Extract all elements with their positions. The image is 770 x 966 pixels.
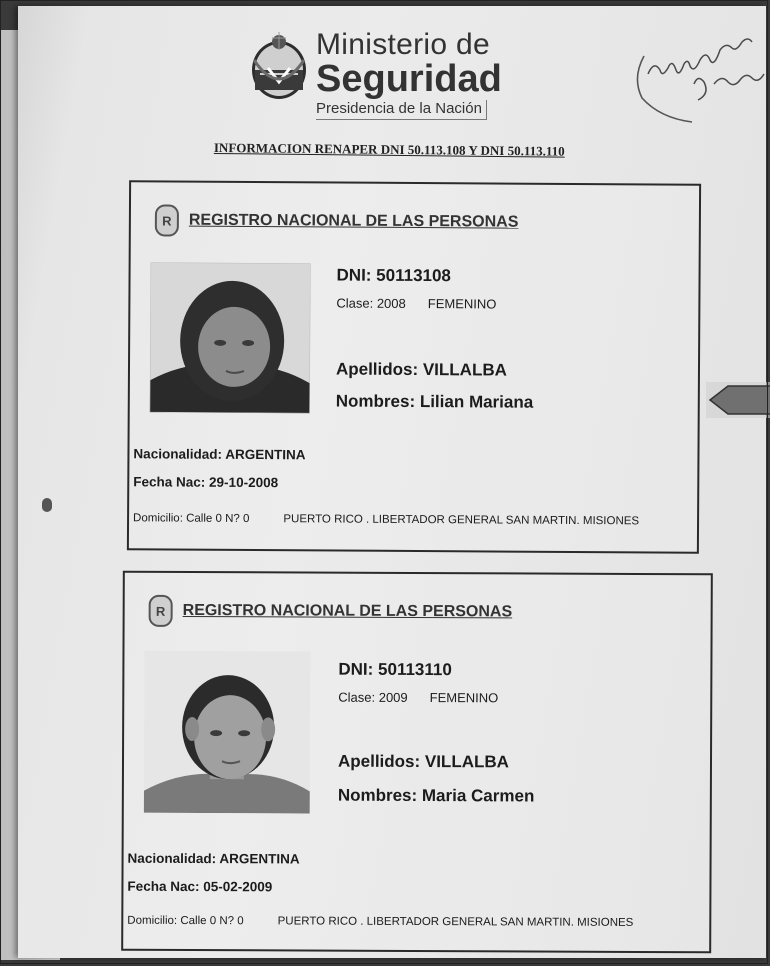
domicilio [127,915,633,929]
nacionalidad: Nacionalidad: ARGENTINA [127,850,300,867]
sexo-value: FEMENINO [427,296,497,312]
clase-value: Clase: 2009 [338,689,408,705]
document-page [18,6,766,958]
logo-ministerio: Ministerio de [316,28,490,61]
domicilio [133,512,639,527]
renaper-r-icon: R [155,204,179,236]
nombres: Nombres: Lilian Mariana [335,391,534,412]
renaper-r-icon: R [149,595,173,627]
renaper-card-2 [121,571,713,954]
binder-hole [42,498,52,512]
person-photo [144,651,311,814]
card-title: REGISTRO NACIONAL DE LAS PERSONAS [188,211,519,231]
card-header [149,595,513,629]
sexo-value: FEMENINO [429,690,499,706]
nombres: Nombres: Maria Carmen [337,785,535,806]
document-title: INFORMACION RENAPER DNI 50.113.108 Y DNI 50.113.110 [213,140,565,159]
clase-value: Clase: 2008 [336,295,406,311]
card-header [155,204,519,238]
clase-sexo [338,690,498,706]
domicilio-lugar: PUERTO RICO . LIBERTADOR GENERAL SAN MARTIN. MISIONES [283,513,640,528]
card-title: REGISTRO NACIONAL DE LAS PERSONAS [182,601,513,621]
domicilio-lugar: PUERTO RICO . LIBERTADOR GENERAL SAN MARTIN. MISIONES [277,915,634,929]
handwritten-note [630,18,770,128]
renaper-card-1 [127,180,701,553]
domicilio-calle: Domicilio: Calle 0 N? 0 [133,512,250,525]
logo-presidencia: Presidencia de la Nación [316,100,487,120]
arrow-tab-icon [706,382,770,418]
logo-seguridad: Seguridad [316,58,502,100]
clase-sexo [336,296,496,312]
fecha-nacimiento: Fecha Nac: 29-10-2008 [133,474,279,491]
person-photo [150,262,311,413]
apellidos: Apellidos: VILLALBA [337,751,509,772]
argentina-seal-icon [248,30,310,100]
ministry-logo [248,20,502,120]
apellidos: Apellidos: VILLALBA [335,359,507,380]
dni-number: DNI: 50113110 [338,659,452,680]
dni-number: DNI: 50113108 [336,265,451,286]
fecha-nacimiento: Fecha Nac: 05-02-2009 [127,878,273,895]
domicilio-calle: Domicilio: Calle 0 N? 0 [127,914,244,928]
nacionalidad: Nacionalidad: ARGENTINA [133,446,306,463]
